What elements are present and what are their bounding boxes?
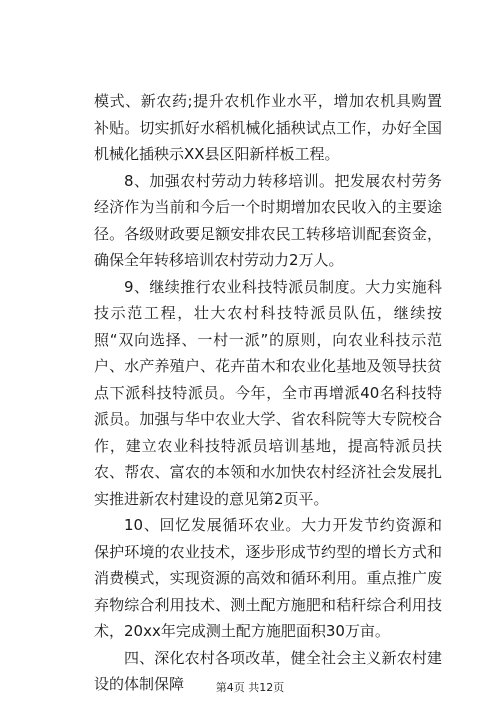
paragraph-item-8: 8、加强农村劳动力转移培训。把发展农村劳务经济作为当前和今后一个时期增加农民收入的主要途径。各级财政要足额安排农民工转移培训配套资金，确保全年转移培训农村劳动力2万人。: [94, 171, 442, 269]
document-body: [94, 88, 442, 698]
paragraph-continuation: 模式、新农药;提升农机作业水平，增加农机具购置补贴。切实抓好水稻机械化插秧试点工作，办好全国机械化插秧示XX县区阳新样板工程。: [94, 92, 442, 163]
page-footer: 第4页 共12页: [215, 681, 285, 694]
paragraph-item-9: 9、继续推行农业科技特派员制度。大力实施科技示范工程，壮大农村科技特派员队伍，继续按照“双向选择、一村一派”的原则，向农业科技示范户、水产养殖户、花卉苗木和农业化基地及领导扶贫点下派科技特派员。今年，全市再增派40名科技特派员。加强与华中农业大学、省农科院等大专院校合作，建立农业科技特派员培训基地，提高特派员扶农、帮农、富农的本领和水加快农村经济社会发展扎实推进新农村建设的意见第2页平。: [94, 277, 442, 508]
section-heading-4: 四、深化农村各项改革，健全社会主义新农村建设的体制保障: [94, 648, 442, 693]
paragraph-item-10: 10、回忆发展循环农业。大力开发节约资源和保护环境的农业技术，逐步形成节约型的增长方式和消费模式，实现资源的高效和循环利用。重点推广废弃物综合利用技术、测土配方施肥和秸秆综合利用技术，20xx年完成测土配方施肥面积30万亩。: [94, 516, 442, 640]
